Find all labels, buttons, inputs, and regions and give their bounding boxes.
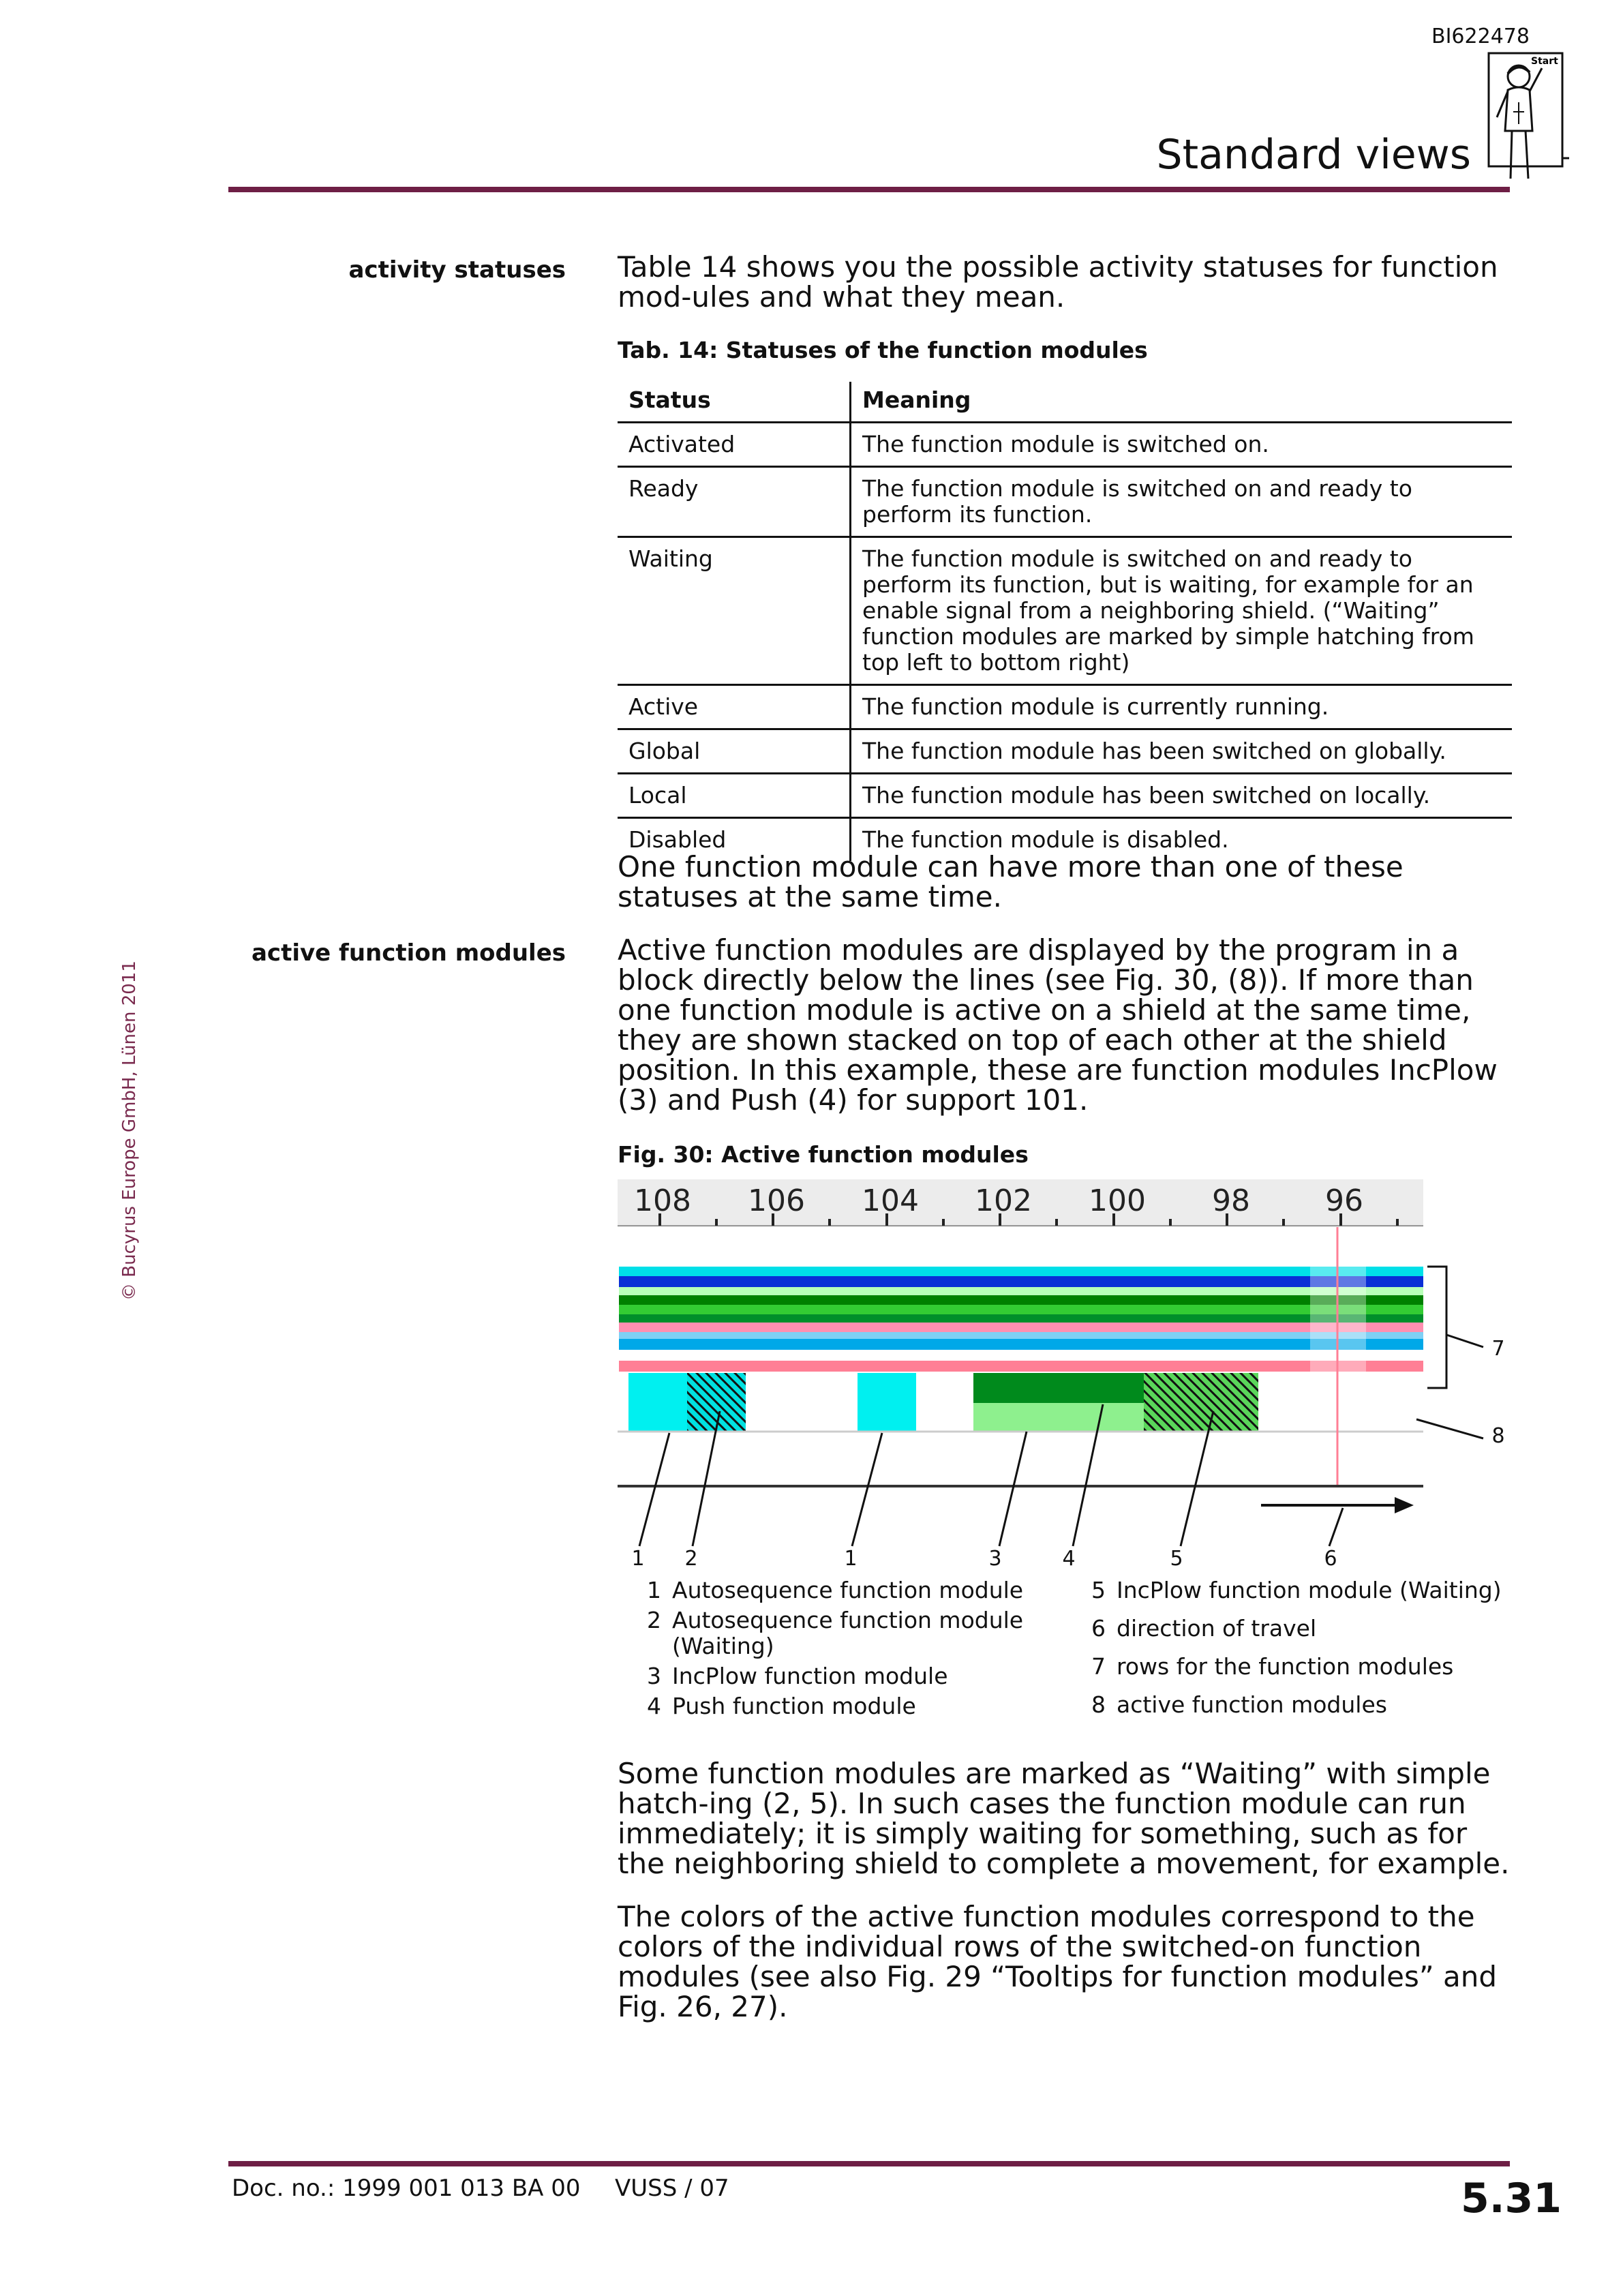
ruler-label-108: 108 <box>634 1183 691 1218</box>
callout-4: 4 <box>1062 1547 1076 1568</box>
callout-2: 2 <box>684 1547 698 1568</box>
status-cell: Disabled <box>618 818 851 862</box>
legend-item: 1 Autosequence function module <box>647 1577 1024 1603</box>
ruler-label-96: 96 <box>1325 1183 1363 1218</box>
figure-caption: Fig. 30: Active function modules <box>618 1141 1029 1168</box>
ruler-label-98: 98 <box>1212 1183 1250 1218</box>
legend-item: 6 direction of travel <box>1091 1615 1317 1642</box>
start-label: Start <box>1531 56 1558 67</box>
callout-1b: 1 <box>844 1547 858 1568</box>
callout-7: 7 <box>1491 1337 1505 1361</box>
page-number: 5.31 <box>1460 2175 1562 2222</box>
activity-intro: Table 14 shows you the possible activity statuses for function mod-ules and what they mean. <box>618 250 1498 314</box>
ruler-label-106: 106 <box>748 1183 805 1218</box>
table-row <box>618 774 1512 818</box>
legend-item: 8 active function modules <box>1091 1691 1387 1718</box>
footer-divider <box>228 2161 1510 2166</box>
rows-bracket <box>1427 1267 1446 1388</box>
active-module-blocks <box>618 1373 1423 1432</box>
autosequence-block <box>858 1373 916 1432</box>
start-figure-icon <box>1483 49 1569 185</box>
function-module-rows <box>619 1267 1423 1372</box>
status-cell: Active <box>618 685 851 729</box>
ruler-label-104: 104 <box>862 1183 919 1218</box>
active-modules-text: Active function modules are displayed by the program in a block directly below the lines (see Fig. 30, (8)). If more than one function module is active on a shield at the same time, they are shown stacked on top of each other at the shield position. In this example, these are function modules IncPlow (3) and Push (4) for support 101. <box>618 933 1498 1117</box>
legend-item: 5 IncPlow function module (Waiting) <box>1091 1577 1502 1603</box>
table-caption: Tab. 14: Statuses of the function modules <box>618 337 1148 363</box>
callout-5: 5 <box>1170 1547 1183 1568</box>
section-title: Standard views <box>1156 131 1471 179</box>
callout-1a: 1 <box>631 1547 645 1568</box>
meaning-cell: The function module is disabled. <box>862 826 1229 853</box>
side-label-active-function-modules: active function modules <box>251 939 566 967</box>
table-row <box>618 685 1512 729</box>
table-row <box>618 423 1512 467</box>
meaning-cell: The function module is switched on and ready to perform its function. <box>851 467 1513 537</box>
legend-item: 4 Push function module <box>647 1693 916 1719</box>
table-row <box>618 537 1512 685</box>
incplow-block <box>973 1403 1144 1432</box>
meaning-cell: The function module is switched on. <box>851 423 1513 467</box>
doc-number: Doc. no.: 1999 001 013 BA 00 <box>232 2175 581 2202</box>
colors-explanation: The colors of the active function modules correspond to the colors of the individual rows of the switched-on function modules (see also Fig. 29 “Tooltips for function modules” and Fig. 26, 27). <box>618 1900 1497 2023</box>
meaning-cell: The function module is switched on and ready to perform its function, but is waiting, for example for an enable signal from a neighboring shield. (“Waiting” function modules are marked by simple hatching from top left to bottom right) <box>851 537 1513 685</box>
legend-left <box>641 1577 1050 1719</box>
callout-6: 6 <box>1324 1547 1337 1568</box>
callout-8: 8 <box>1491 1424 1505 1448</box>
ruler-label-100: 100 <box>1089 1183 1146 1218</box>
legend-item: 7 rows for the function modules <box>1091 1653 1454 1680</box>
version-label: VUSS / 07 <box>615 2175 729 2202</box>
status-cell: Activated <box>618 423 851 467</box>
status-cell: Ready <box>618 467 851 537</box>
callout-3: 3 <box>988 1547 1002 1568</box>
waiting-explanation: Some function modules are marked as “Waiting” with simple hatch-ing (2, 5). In such cases the function module can run immediately; it is simply waiting for something, such as for the neighboring shield to complete a movement, for example. <box>618 1757 1510 1880</box>
table-row <box>618 729 1512 774</box>
legend-item: 3 IncPlow function module <box>647 1663 948 1689</box>
meaning-cell: The function module has been switched on globally. <box>851 729 1513 774</box>
autosequence-block <box>628 1373 687 1432</box>
table-header-row <box>618 382 1512 423</box>
header-divider <box>228 187 1510 192</box>
copyright-icon: © <box>119 1277 140 1301</box>
push-block <box>973 1373 1144 1403</box>
table-header-status: Status <box>618 382 851 423</box>
document-id: BI622478 <box>1431 25 1530 48</box>
ruler-label-102: 102 <box>975 1183 1032 1218</box>
status-cell: Global <box>618 729 851 774</box>
legend-item: 2 Autosequence function module (Waiting) <box>647 1607 1024 1659</box>
meaning-cell: The function module has been switched on locally. <box>851 774 1513 818</box>
status-cell: Waiting <box>618 537 851 685</box>
side-label-activity-statuses: activity statuses <box>348 256 566 284</box>
after-table-text: One function module can have more than one of these statuses at the same time. <box>618 850 1404 913</box>
meaning-cell: The function module is currently running. <box>851 685 1513 729</box>
status-table <box>618 382 1512 861</box>
active-modules-figure <box>618 1179 1511 1568</box>
copyright-notice: © Bucyrus Europe GmbH, Lünen 2011 <box>119 961 140 1301</box>
legend-right <box>1085 1577 1521 1718</box>
status-cell: Local <box>618 774 851 818</box>
table-header-meaning: Meaning <box>851 382 1513 423</box>
table-row <box>618 467 1512 537</box>
